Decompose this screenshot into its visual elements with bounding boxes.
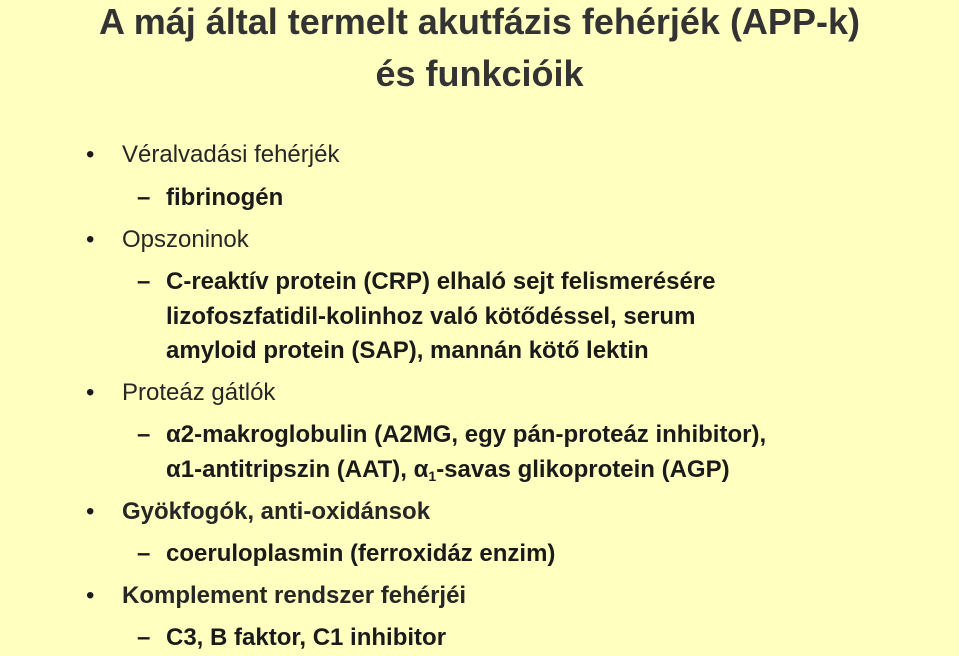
sub-item-text: α1-antitripszin (AAT), α (166, 456, 429, 483)
bullet-label: Proteáz gátlók (122, 379, 276, 406)
bullet-icon: • (86, 226, 95, 253)
sub-item-text: coeruloplasmin (ferroxidáz enzim) (166, 540, 556, 567)
dash-icon: – (137, 184, 151, 211)
sub-item-text: C-reaktív protein (CRP) elhaló sejt felismerésére (166, 268, 716, 295)
dash-icon: – (137, 421, 151, 448)
sub-item-text: amyloid protein (SAP), mannán kötő lektin (166, 337, 649, 364)
subscript: 1 (428, 468, 437, 484)
sub-item-text: fibrinogén (166, 184, 284, 211)
bullet-icon: • (86, 582, 95, 609)
dash-icon: – (137, 624, 151, 651)
dash-icon: – (137, 268, 151, 295)
sub-item-text: C3, B faktor, C1 inhibitor (166, 624, 447, 651)
bullet-icon: • (86, 498, 95, 525)
title-line-2: és funkcióik (375, 53, 584, 94)
bullet-label: Véralvadási fehérjék (122, 141, 340, 168)
bullet-icon: • (86, 141, 95, 168)
title-line-1: A máj által termelt akutfázis fehérjék (APP-k) (99, 1, 860, 42)
sub-item-text: α2-makroglobulin (A2MG, egy pán-proteáz inhibitor), (166, 421, 767, 448)
bullet-label: Komplement rendszer fehérjéi (122, 582, 467, 609)
bullet-icon: • (86, 379, 95, 406)
bullet-label: Opszoninok (122, 226, 249, 253)
sub-item-text-with-subscript (166, 456, 730, 484)
dash-icon: – (137, 540, 151, 567)
sub-item-text-tail: -savas glikoprotein (AGP) (436, 456, 730, 483)
bullet-label: Gyökfogók, anti-oxidánsok (122, 498, 431, 525)
sub-item-text: lizofoszfatidil-kolinhoz való kötődéssel, serum (166, 303, 696, 330)
